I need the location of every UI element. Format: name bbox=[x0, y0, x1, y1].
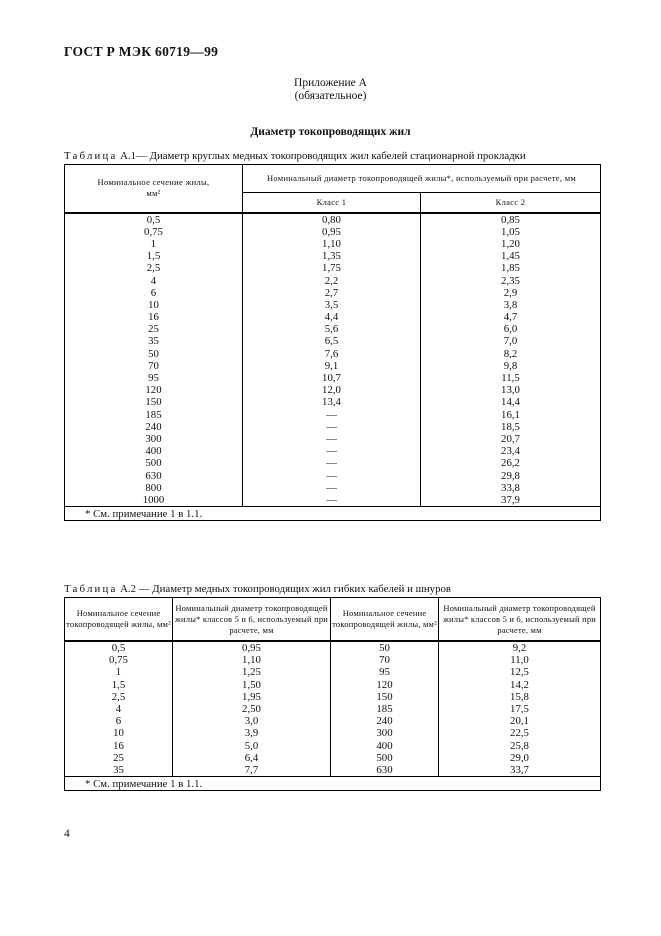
table-cell: 70 bbox=[331, 654, 439, 666]
table-cell: 1,10 bbox=[243, 238, 421, 250]
table-cell: 12,5 bbox=[439, 666, 601, 678]
table-cell: 16,1 bbox=[421, 409, 601, 421]
table-a2 bbox=[64, 597, 601, 791]
table-cell: 11,0 bbox=[439, 654, 601, 666]
table-cell: 35 bbox=[65, 335, 243, 347]
table-cell: 29,0 bbox=[439, 752, 601, 764]
table-cell: 18,5 bbox=[421, 421, 601, 433]
table1-head-class1: Класс 1 bbox=[243, 193, 421, 213]
table-cell: 2,35 bbox=[421, 274, 601, 286]
table-row bbox=[65, 274, 601, 286]
table2-head-diameter-left: Номинальный диаметр токопроводящей жилы* классов 5 и 6, используемый при расчете, мм bbox=[173, 598, 331, 642]
table-row bbox=[65, 213, 601, 226]
section-title: Диаметр токопроводящих жил bbox=[250, 126, 411, 138]
table-cell: — bbox=[243, 421, 421, 433]
table-row bbox=[65, 421, 601, 433]
table-row bbox=[65, 679, 601, 691]
table-cell: 13,4 bbox=[243, 396, 421, 408]
table-row bbox=[65, 445, 601, 457]
table-cell: 37,9 bbox=[421, 494, 601, 507]
table-row bbox=[65, 752, 601, 764]
table-cell: 1,95 bbox=[173, 691, 331, 703]
table2-caption-label: Таблица bbox=[64, 583, 118, 595]
table-row bbox=[65, 715, 601, 727]
table2-caption bbox=[64, 583, 451, 595]
table-cell: 2,9 bbox=[421, 287, 601, 299]
table-cell: 2,2 bbox=[243, 274, 421, 286]
table-cell: 35 bbox=[65, 764, 173, 777]
table-cell: 2,7 bbox=[243, 287, 421, 299]
table-cell: 25 bbox=[65, 323, 243, 335]
table-cell: 120 bbox=[65, 384, 243, 396]
table-cell: 6,0 bbox=[421, 323, 601, 335]
page-number: 4 bbox=[64, 828, 70, 840]
table-row bbox=[65, 654, 601, 666]
table2-head-diameter-right: Номинальный диаметр токопроводящей жилы* классов 5 и 6, используемый при расчете, мм bbox=[439, 598, 601, 642]
table-cell: 16 bbox=[65, 740, 173, 752]
table-cell: 6,4 bbox=[173, 752, 331, 764]
table-row bbox=[65, 311, 601, 323]
table-row bbox=[65, 764, 601, 777]
table-cell: 4,4 bbox=[243, 311, 421, 323]
table2-head-section-right: Номинальное сечение токопроводящей жилы, мм² bbox=[331, 598, 439, 642]
table1-head-section: Номинальное сечение жилы, мм² bbox=[65, 165, 243, 213]
table-cell: 1,5 bbox=[65, 250, 243, 262]
table-cell: 3,8 bbox=[421, 299, 601, 311]
table-cell: 14,2 bbox=[439, 679, 601, 691]
table2-note: * См. примечание 1 в 1.1. bbox=[65, 777, 601, 791]
table-row bbox=[65, 469, 601, 481]
table-cell: 400 bbox=[331, 740, 439, 752]
table-cell: 0,5 bbox=[65, 641, 173, 654]
table-cell: — bbox=[243, 469, 421, 481]
table1-head-class2: Класс 2 bbox=[421, 193, 601, 213]
table-cell: 1000 bbox=[65, 494, 243, 507]
table-cell: 0,80 bbox=[243, 213, 421, 226]
table-cell: 70 bbox=[65, 360, 243, 372]
table-cell: 8,2 bbox=[421, 348, 601, 360]
table-cell: 6,5 bbox=[243, 335, 421, 347]
table1-caption-label: Таблица bbox=[64, 150, 118, 162]
table-cell: 1,10 bbox=[173, 654, 331, 666]
table-cell: 1,75 bbox=[243, 262, 421, 274]
table-cell: 5,6 bbox=[243, 323, 421, 335]
table-cell: 120 bbox=[331, 679, 439, 691]
table1-head-diameter: Номинальный диаметр токопроводящей жилы*, используемый при расчете, мм bbox=[243, 165, 601, 193]
table1-caption bbox=[64, 150, 526, 162]
table-row bbox=[65, 299, 601, 311]
table-cell: 4,7 bbox=[421, 311, 601, 323]
table-cell: 15,8 bbox=[439, 691, 601, 703]
table-cell: 33,7 bbox=[439, 764, 601, 777]
table-cell: — bbox=[243, 482, 421, 494]
table-cell: 500 bbox=[331, 752, 439, 764]
table-cell: 7,7 bbox=[173, 764, 331, 777]
table-row bbox=[65, 433, 601, 445]
table-cell: — bbox=[243, 445, 421, 457]
table-cell: 25 bbox=[65, 752, 173, 764]
table-cell: 2,5 bbox=[65, 691, 173, 703]
table-row bbox=[65, 396, 601, 408]
table-cell: 23,4 bbox=[421, 445, 601, 457]
table1-note: * См. примечание 1 в 1.1. bbox=[65, 507, 601, 521]
table-row bbox=[65, 703, 601, 715]
table-row bbox=[65, 250, 601, 262]
table-row bbox=[65, 384, 601, 396]
table-cell: 95 bbox=[331, 666, 439, 678]
table-a1 bbox=[64, 164, 601, 521]
table-row bbox=[65, 226, 601, 238]
table-row bbox=[65, 323, 601, 335]
table-cell: 33,8 bbox=[421, 482, 601, 494]
table-cell: 0,85 bbox=[421, 213, 601, 226]
table-cell: 14,4 bbox=[421, 396, 601, 408]
table-cell: 1,35 bbox=[243, 250, 421, 262]
table-cell: 95 bbox=[65, 372, 243, 384]
table-cell: 26,2 bbox=[421, 457, 601, 469]
table-cell: 9,8 bbox=[421, 360, 601, 372]
table-cell: 1,50 bbox=[173, 679, 331, 691]
table-cell: 1,05 bbox=[421, 226, 601, 238]
table-cell: 16 bbox=[65, 311, 243, 323]
table-row bbox=[65, 238, 601, 250]
table-cell: 0,95 bbox=[243, 226, 421, 238]
table-cell: 1,85 bbox=[421, 262, 601, 274]
table-cell: 400 bbox=[65, 445, 243, 457]
table-cell: 12,0 bbox=[243, 384, 421, 396]
document-header: ГОСТ Р МЭК 60719—99 bbox=[64, 44, 219, 59]
table-cell: 185 bbox=[331, 703, 439, 715]
table-cell: 1,25 bbox=[173, 666, 331, 678]
table-cell: — bbox=[243, 457, 421, 469]
table-cell: — bbox=[243, 409, 421, 421]
table-cell: 17,5 bbox=[439, 703, 601, 715]
table-cell: 630 bbox=[331, 764, 439, 777]
table-row bbox=[65, 335, 601, 347]
table-cell: — bbox=[243, 494, 421, 507]
table-cell: 0,75 bbox=[65, 654, 173, 666]
table-cell: 300 bbox=[331, 727, 439, 739]
table-cell: 300 bbox=[65, 433, 243, 445]
appendix-title: Приложение А bbox=[294, 77, 367, 89]
table-row bbox=[65, 457, 601, 469]
table-cell: 6 bbox=[65, 715, 173, 727]
table-cell: 0,95 bbox=[173, 641, 331, 654]
table-cell: 240 bbox=[331, 715, 439, 727]
table-cell: 3,9 bbox=[173, 727, 331, 739]
table-cell: 6 bbox=[65, 287, 243, 299]
table-cell: 10 bbox=[65, 727, 173, 739]
table-cell: 20,7 bbox=[421, 433, 601, 445]
table-cell: 11,5 bbox=[421, 372, 601, 384]
table-row bbox=[65, 727, 601, 739]
table-cell: — bbox=[243, 433, 421, 445]
table-cell: 50 bbox=[65, 348, 243, 360]
table-cell: 9,2 bbox=[439, 641, 601, 654]
table-cell: 50 bbox=[331, 641, 439, 654]
table-cell: 13,0 bbox=[421, 384, 601, 396]
table-cell: 1 bbox=[65, 666, 173, 678]
table-row bbox=[65, 262, 601, 274]
table1-caption-text: А.1— Диаметр круглых медных токопроводящих жил кабелей стационарной прокладки bbox=[117, 150, 526, 162]
table-cell: 150 bbox=[331, 691, 439, 703]
table-cell: 4 bbox=[65, 274, 243, 286]
table-cell: 2,50 bbox=[173, 703, 331, 715]
table-row bbox=[65, 360, 601, 372]
table-row bbox=[65, 372, 601, 384]
appendix-status: (обязательное) bbox=[294, 90, 367, 102]
table-cell: 10 bbox=[65, 299, 243, 311]
table-row bbox=[65, 641, 601, 654]
table-row bbox=[65, 666, 601, 678]
table-cell: 150 bbox=[65, 396, 243, 408]
table-cell: 9,1 bbox=[243, 360, 421, 372]
table-cell: 25,8 bbox=[439, 740, 601, 752]
table-cell: 800 bbox=[65, 482, 243, 494]
table-cell: 0,5 bbox=[65, 213, 243, 226]
table-row bbox=[65, 409, 601, 421]
table-cell: 500 bbox=[65, 457, 243, 469]
table-cell: 3,5 bbox=[243, 299, 421, 311]
table-cell: 4 bbox=[65, 703, 173, 715]
table-row bbox=[65, 494, 601, 507]
table-cell: 2,5 bbox=[65, 262, 243, 274]
table-row bbox=[65, 287, 601, 299]
appendix-heading bbox=[0, 77, 661, 103]
table-cell: 5,0 bbox=[173, 740, 331, 752]
table-row bbox=[65, 348, 601, 360]
table-cell: 7,0 bbox=[421, 335, 601, 347]
table-cell: 0,75 bbox=[65, 226, 243, 238]
table-cell: 1 bbox=[65, 238, 243, 250]
table-cell: 1,20 bbox=[421, 238, 601, 250]
table-row bbox=[65, 740, 601, 752]
table-cell: 29,8 bbox=[421, 469, 601, 481]
table-cell: 7,6 bbox=[243, 348, 421, 360]
table-cell: 1,45 bbox=[421, 250, 601, 262]
table2-caption-text: А.2 — Диаметр медных токопроводящих жил гибких кабелей и шнуров bbox=[117, 583, 451, 595]
table-row bbox=[65, 691, 601, 703]
table-cell: 240 bbox=[65, 421, 243, 433]
table-cell: 22,5 bbox=[439, 727, 601, 739]
table-cell: 1,5 bbox=[65, 679, 173, 691]
table-cell: 20,1 bbox=[439, 715, 601, 727]
table-cell: 630 bbox=[65, 469, 243, 481]
table-cell: 10,7 bbox=[243, 372, 421, 384]
table-cell: 3,0 bbox=[173, 715, 331, 727]
table-row bbox=[65, 482, 601, 494]
table2-head-section-left: Номинальное сечение токопроводящей жилы, мм² bbox=[65, 598, 173, 642]
table-cell: 185 bbox=[65, 409, 243, 421]
